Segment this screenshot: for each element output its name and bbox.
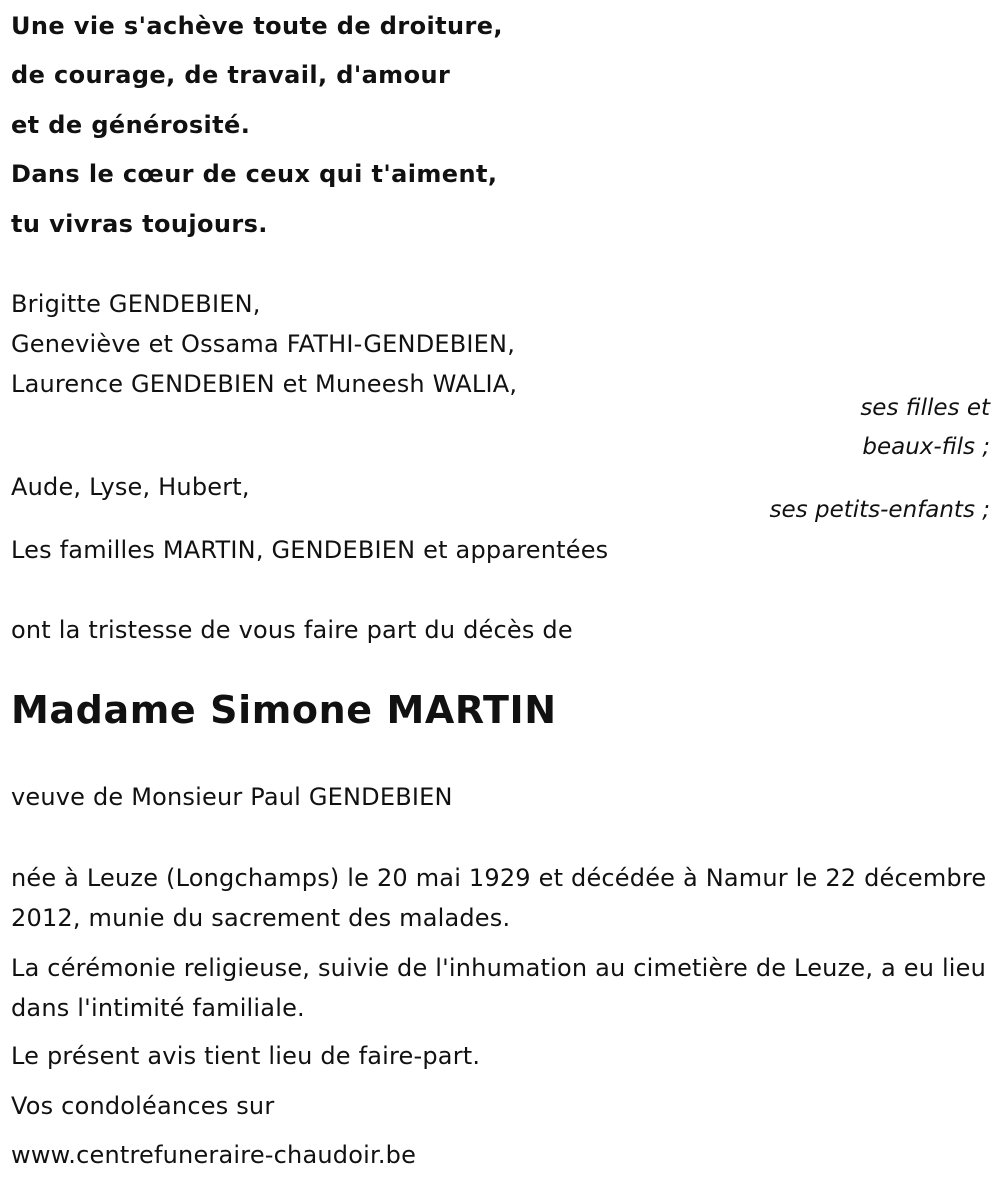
family-daughter-2: Geneviève et Ossama FATHI-GENDEBIEN, <box>11 330 516 358</box>
deceased-spouse: veuve de Monsieur Paul GENDEBIEN <box>11 783 453 811</box>
announcement-text: ont la tristesse de vous faire part du décès de <box>11 616 573 644</box>
family-relatives: Les familles MARTIN, GENDEBIEN et apparentées <box>11 536 609 564</box>
ceremony-details: La cérémonie religieuse, suivie de l'inhumation au cimetière de Leuze, a eu lieu dans l'intimité familiale. <box>11 954 987 1022</box>
family-daughter-1: Brigitte GENDEBIEN, <box>11 290 261 318</box>
family-grandchildren: Aude, Lyse, Hubert, <box>11 473 250 501</box>
poem-line-3: et de générosité. <box>11 111 251 139</box>
deceased-name: Madame Simone MARTIN <box>11 688 557 732</box>
condolences-website-link[interactable]: www.centrefuneraire-chaudoir.be <box>11 1141 417 1169</box>
poem-line-2: de courage, de travail, d'amour <box>11 61 451 89</box>
condolences-label: Vos condoléances sur <box>11 1092 275 1120</box>
daughters-role-line-1: ses filles et <box>860 395 990 421</box>
grandchildren-role: ses petits-enfants ; <box>769 497 990 523</box>
daughters-role-line-2: beaux-fils ; <box>862 434 990 460</box>
birth-death-details: née à Leuze (Longchamps) le 20 mai 1929 et décédée à Namur le 22 décembre 2012, munie du sacrement des malades. <box>11 864 987 932</box>
notice-text: Le présent avis tient lieu de faire-part. <box>11 1042 481 1070</box>
family-daughter-3: Laurence GENDEBIEN et Muneesh WALIA, <box>11 370 518 398</box>
poem-line-5: tu vivras toujours. <box>11 210 268 238</box>
poem-line-1: Une vie s'achève toute de droiture, <box>11 12 503 40</box>
poem-line-4: Dans le cœur de ceux qui t'aiment, <box>11 160 498 188</box>
